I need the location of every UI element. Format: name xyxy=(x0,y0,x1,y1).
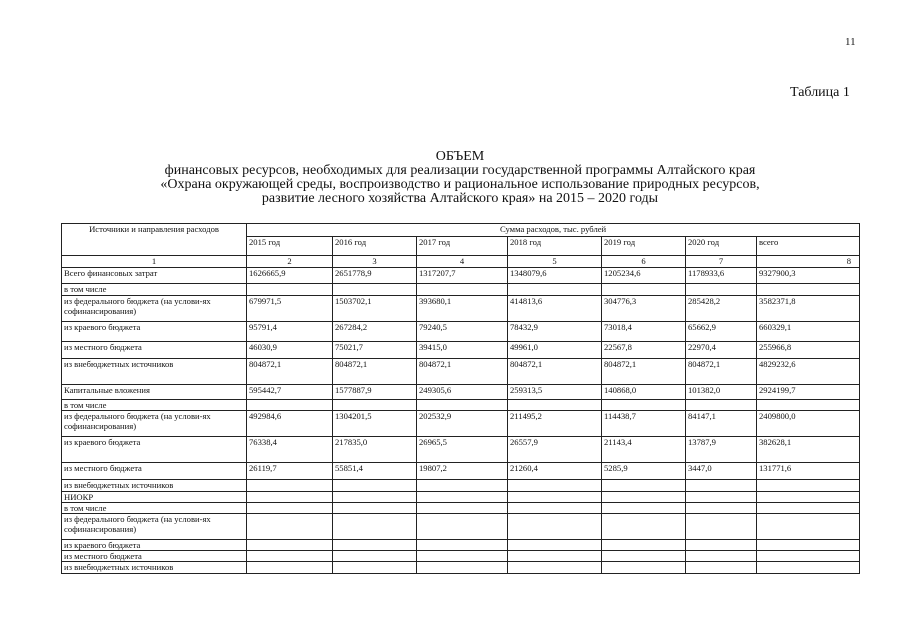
table-cell xyxy=(508,400,602,411)
row-label: из федерального бюджета (на услови-ях софинансирования) xyxy=(62,514,247,540)
year-header: 2018 год xyxy=(508,237,602,256)
row-label: из местного бюджета xyxy=(62,551,247,562)
table-cell xyxy=(247,514,333,540)
table-cell: 804872,1 xyxy=(686,359,757,385)
table-cell: 660329,1 xyxy=(757,322,860,342)
table-cell xyxy=(686,503,757,514)
table-cell xyxy=(333,540,417,551)
column-number: 4 xyxy=(417,256,508,268)
row-label: из краевого бюджета xyxy=(62,437,247,463)
table-cell: 1503702,1 xyxy=(333,296,417,322)
table-cell: 19807,2 xyxy=(417,463,508,480)
table-cell xyxy=(602,480,686,492)
table-cell xyxy=(417,514,508,540)
row-label: из федерального бюджета (на услови-ях софинансирования) xyxy=(62,296,247,322)
table-row xyxy=(62,551,860,562)
table-row xyxy=(62,492,860,503)
table-cell xyxy=(333,551,417,562)
table-cell: 22567,8 xyxy=(602,342,686,359)
table-cell: 2651778,9 xyxy=(333,268,417,284)
table-cell: 2409800,0 xyxy=(757,411,860,437)
table-cell: 217835,0 xyxy=(333,437,417,463)
year-header: всего xyxy=(757,237,860,256)
table-cell: 804872,1 xyxy=(602,359,686,385)
table-cell: 75021,7 xyxy=(333,342,417,359)
table-cell: 255966,8 xyxy=(757,342,860,359)
table-cell xyxy=(757,480,860,492)
row-label: из краевого бюджета xyxy=(62,540,247,551)
table-cell: 26557,9 xyxy=(508,437,602,463)
table-cell: 3447,0 xyxy=(686,463,757,480)
table-cell: 393680,1 xyxy=(417,296,508,322)
table-cell: 65662,9 xyxy=(686,322,757,342)
table-cell xyxy=(333,562,417,574)
table-cell: 140868,0 xyxy=(602,385,686,400)
table-cell xyxy=(417,480,508,492)
table-cell: 13787,9 xyxy=(686,437,757,463)
table-cell xyxy=(247,551,333,562)
table-row xyxy=(62,437,860,463)
table-cell xyxy=(757,514,860,540)
table-row xyxy=(62,359,860,385)
table-cell xyxy=(686,492,757,503)
table-cell xyxy=(757,503,860,514)
table-cell xyxy=(247,480,333,492)
column-number: 1 xyxy=(62,256,247,268)
table-row xyxy=(62,411,860,437)
table-cell xyxy=(602,503,686,514)
table-cell xyxy=(333,284,417,296)
table-row xyxy=(62,284,860,296)
table-row xyxy=(62,480,860,492)
row-label: в том числе xyxy=(62,284,247,296)
table-cell: 26965,5 xyxy=(417,437,508,463)
table-cell xyxy=(757,492,860,503)
table-cell: 3582371,8 xyxy=(757,296,860,322)
table-cell: 267284,2 xyxy=(333,322,417,342)
table-cell: 211495,2 xyxy=(508,411,602,437)
table-label: Таблица 1 xyxy=(790,85,850,100)
table-cell xyxy=(508,492,602,503)
table-cell xyxy=(417,562,508,574)
row-label: НИОКР xyxy=(62,492,247,503)
table-cell: 73018,4 xyxy=(602,322,686,342)
page-number: 11 xyxy=(845,36,856,48)
table-cell xyxy=(686,514,757,540)
table-cell xyxy=(686,562,757,574)
row-label: из внебюджетных источников xyxy=(62,480,247,492)
year-header: 2020 год xyxy=(686,237,757,256)
row-label: из краевого бюджета xyxy=(62,322,247,342)
row-label: из внебюджетных источников xyxy=(62,562,247,574)
table-cell xyxy=(247,562,333,574)
document-title xyxy=(60,150,860,206)
table-cell xyxy=(686,480,757,492)
title-line-3: «Охрана окружающей среды, воспроизводство и рациональное использование природных ресурсов, xyxy=(160,177,760,192)
table-cell: 46030,9 xyxy=(247,342,333,359)
table-cell xyxy=(757,400,860,411)
column-number: 7 xyxy=(686,256,757,268)
table-cell xyxy=(686,540,757,551)
column-number: 8 xyxy=(757,256,860,268)
table-row xyxy=(62,296,860,322)
table-cell: 39415,0 xyxy=(417,342,508,359)
table-cell: 131771,6 xyxy=(757,463,860,480)
table-cell xyxy=(602,284,686,296)
table-row xyxy=(62,562,860,574)
table-cell xyxy=(417,503,508,514)
table-cell: 78432,9 xyxy=(508,322,602,342)
table-row xyxy=(62,342,860,359)
table-cell xyxy=(602,492,686,503)
table-cell: 1626665,9 xyxy=(247,268,333,284)
row-label: из внебюджетных источников xyxy=(62,359,247,385)
table-cell xyxy=(417,492,508,503)
table-cell: 1348079,6 xyxy=(508,268,602,284)
table-cell xyxy=(333,503,417,514)
table-cell: 492984,6 xyxy=(247,411,333,437)
table-cell: 76338,4 xyxy=(247,437,333,463)
table-cell: 414813,6 xyxy=(508,296,602,322)
table-row xyxy=(62,540,860,551)
column-number: 3 xyxy=(333,256,417,268)
table-row xyxy=(62,400,860,411)
table-cell xyxy=(247,492,333,503)
financial-resources-table xyxy=(61,223,860,574)
table-cell xyxy=(333,492,417,503)
table-cell xyxy=(757,284,860,296)
table-cell: 595442,7 xyxy=(247,385,333,400)
title-main: ОБЪЕМ xyxy=(435,149,485,164)
table-cell: 202532,9 xyxy=(417,411,508,437)
table-cell: 1205234,6 xyxy=(602,268,686,284)
table-cell xyxy=(508,503,602,514)
table-cell xyxy=(508,284,602,296)
table-row xyxy=(62,503,860,514)
table-cell: 382628,1 xyxy=(757,437,860,463)
table-cell: 4829232,6 xyxy=(757,359,860,385)
table-cell xyxy=(508,480,602,492)
row-label: Всего финансовых затрат xyxy=(62,268,247,284)
table-cell xyxy=(602,514,686,540)
table-cell: 1304201,5 xyxy=(333,411,417,437)
row-label: из местного бюджета xyxy=(62,342,247,359)
table-cell xyxy=(417,540,508,551)
table-cell: 679971,5 xyxy=(247,296,333,322)
table-cell: 259313,5 xyxy=(508,385,602,400)
table-cell xyxy=(757,551,860,562)
year-header: 2016 год xyxy=(333,237,417,256)
table-cell: 1577887,9 xyxy=(333,385,417,400)
table-cell xyxy=(247,503,333,514)
table-cell: 49961,0 xyxy=(508,342,602,359)
header-row-1 xyxy=(62,224,860,237)
table-cell xyxy=(247,400,333,411)
column-number: 6 xyxy=(602,256,686,268)
table-cell xyxy=(602,551,686,562)
table-cell xyxy=(417,551,508,562)
year-header: 2019 год xyxy=(602,237,686,256)
column-number: 2 xyxy=(247,256,333,268)
table-cell: 55851,4 xyxy=(333,463,417,480)
table-row xyxy=(62,385,860,400)
table-cell: 1317207,7 xyxy=(417,268,508,284)
table-cell xyxy=(602,562,686,574)
year-header: 2017 год xyxy=(417,237,508,256)
table-cell xyxy=(757,562,860,574)
table-cell xyxy=(686,400,757,411)
table-cell xyxy=(417,400,508,411)
table-cell: 285428,2 xyxy=(686,296,757,322)
row-label: в том числе xyxy=(62,503,247,514)
row-label: из федерального бюджета (на услови-ях софинансирования) xyxy=(62,411,247,437)
table-row xyxy=(62,514,860,540)
table-cell: 1178933,6 xyxy=(686,268,757,284)
table-cell xyxy=(686,551,757,562)
table-cell xyxy=(508,540,602,551)
table-cell: 21260,4 xyxy=(508,463,602,480)
table-cell: 9327900,3 xyxy=(757,268,860,284)
table-cell xyxy=(602,400,686,411)
table-cell xyxy=(508,562,602,574)
table-cell: 804872,1 xyxy=(508,359,602,385)
table-row xyxy=(62,322,860,342)
table-cell: 101382,0 xyxy=(686,385,757,400)
table-cell: 2924199,7 xyxy=(757,385,860,400)
table-cell: 79240,5 xyxy=(417,322,508,342)
table-cell xyxy=(333,400,417,411)
header-sum: Сумма расходов, тыс. рублей xyxy=(247,224,860,237)
title-line-2: финансовых ресурсов, необходимых для реализации государственной программы Алтайского края xyxy=(164,163,756,178)
title-line-4: развитие лесного хозяйства Алтайского края» на 2015 – 2020 годы xyxy=(261,191,659,206)
table-row xyxy=(62,463,860,480)
table-cell xyxy=(602,540,686,551)
table-cell xyxy=(417,284,508,296)
table-cell: 804872,1 xyxy=(333,359,417,385)
header-source: Источники и направления расходов xyxy=(62,224,247,256)
table-cell: 114438,7 xyxy=(602,411,686,437)
table-cell xyxy=(508,514,602,540)
table-cell: 804872,1 xyxy=(247,359,333,385)
table-row xyxy=(62,268,860,284)
row-label: Капитальные вложения xyxy=(62,385,247,400)
table-cell xyxy=(247,284,333,296)
table-cell xyxy=(247,540,333,551)
year-header: 2015 год xyxy=(247,237,333,256)
table-cell: 804872,1 xyxy=(417,359,508,385)
table-cell xyxy=(757,540,860,551)
column-number: 5 xyxy=(508,256,602,268)
table-cell: 22970,4 xyxy=(686,342,757,359)
row-label: в том числе xyxy=(62,400,247,411)
table-cell: 26119,7 xyxy=(247,463,333,480)
table-cell: 5285,9 xyxy=(602,463,686,480)
table-cell: 95791,4 xyxy=(247,322,333,342)
table-cell: 304776,3 xyxy=(602,296,686,322)
table-cell xyxy=(333,514,417,540)
table-cell: 84147,1 xyxy=(686,411,757,437)
row-label: из местного бюджета xyxy=(62,463,247,480)
table-cell: 249305,6 xyxy=(417,385,508,400)
table-cell xyxy=(333,480,417,492)
table-cell: 21143,4 xyxy=(602,437,686,463)
header-row-column-numbers xyxy=(62,256,860,268)
table-cell xyxy=(686,284,757,296)
table-cell xyxy=(508,551,602,562)
